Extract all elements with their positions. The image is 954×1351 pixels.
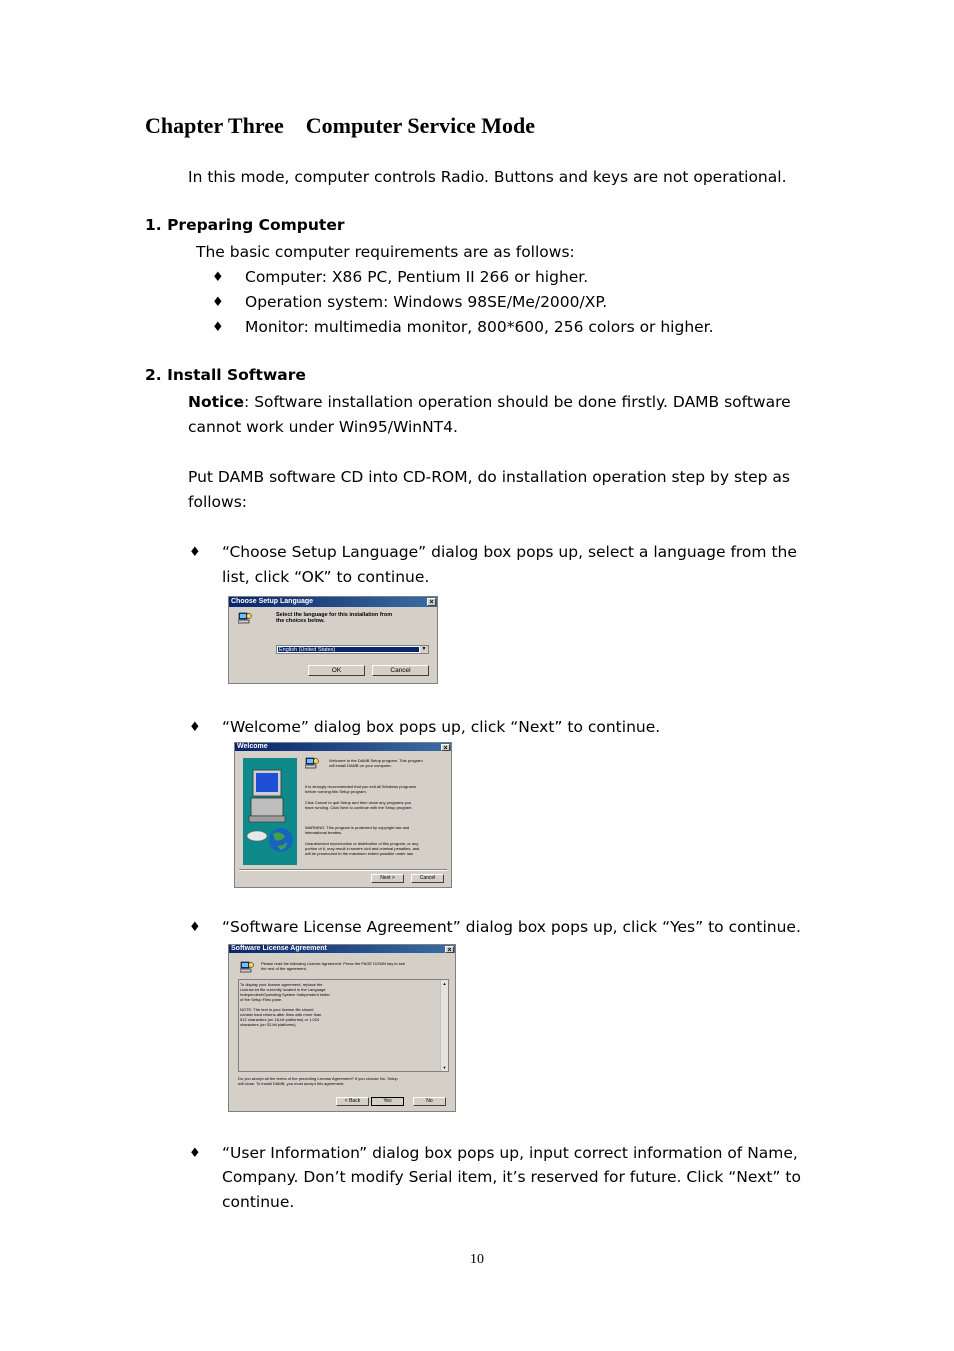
license-question: Do you accept all the terms of the preceding License Agreement? If you choose No, Setup will close. To install DAMB, you must accept this agreement. bbox=[238, 1076, 398, 1086]
computer-setup-icon bbox=[240, 961, 254, 973]
bullet-icon: ♦ bbox=[212, 295, 224, 310]
step-language-line2: list, click “OK” to continue. bbox=[222, 568, 430, 586]
step-welcome-line1: “Welcome” dialog box pops up, click “Next” to continue. bbox=[222, 718, 661, 736]
requirement-item: Monitor: multimedia monitor, 800*600, 256 colors or higher. bbox=[245, 318, 714, 336]
license-textarea[interactable] bbox=[238, 979, 449, 1072]
welcome-text-2: It is strongly recommended that you exit all Windows programs before running this Setup program. bbox=[305, 784, 417, 794]
language-selected-value: English (United States) bbox=[278, 647, 419, 652]
put-cd-line-2: follows: bbox=[188, 493, 248, 511]
dialog-title: Welcome bbox=[237, 743, 268, 750]
language-select[interactable] bbox=[276, 645, 429, 654]
scrollbar[interactable] bbox=[440, 980, 448, 1071]
next-button[interactable]: Next > bbox=[371, 874, 404, 883]
welcome-legal: Unauthorized reproduction or distribution of this program, or any portion of it, may result in severe civil and criminal penalties, and will be prosecuted to the maximum extent possible under law. bbox=[305, 841, 420, 856]
dialog-title: Software License Agreement bbox=[231, 945, 327, 952]
yes-button[interactable]: Yes bbox=[371, 1097, 404, 1106]
chevron-down-icon[interactable]: ▼ bbox=[442, 1065, 447, 1070]
notice-label: Notice bbox=[188, 393, 245, 411]
step-license-line1: “Software License Agreement” dialog box pops up, click “Yes” to continue. bbox=[222, 918, 801, 936]
cancel-button[interactable]: Cancel bbox=[411, 874, 444, 883]
requirement-item: Computer: X86 PC, Pentium II 266 or higher. bbox=[245, 268, 589, 286]
language-prompt: Select the language for this installation from the choices below. bbox=[276, 612, 393, 624]
dialog-titlebar bbox=[229, 945, 455, 953]
notice-line bbox=[188, 390, 791, 415]
requirement-item: Operation system: Windows 98SE/Me/2000/XP. bbox=[245, 293, 608, 311]
ok-button[interactable]: OK bbox=[308, 665, 365, 676]
cancel-button[interactable]: Cancel bbox=[372, 665, 429, 676]
choose-language-dialog bbox=[228, 596, 438, 684]
bullet-icon: ♦ bbox=[189, 545, 201, 560]
divider bbox=[239, 869, 447, 871]
notice-text: : Software installation operation should be done firstly. DAMB software bbox=[244, 393, 791, 411]
welcome-text-3: Click Cancel to quit Setup and then close any programs you have running. Click Next to continue with the Setup program. bbox=[305, 800, 413, 810]
computer-setup-icon bbox=[238, 612, 252, 624]
welcome-text-1: Welcome to the DAMB Setup program. This program will install DAMB on your computer. bbox=[329, 758, 423, 768]
bullet-icon: ♦ bbox=[212, 270, 224, 285]
welcome-dialog bbox=[234, 742, 452, 888]
computer-setup-icon bbox=[305, 757, 319, 769]
chapter-label: Chapter Three bbox=[145, 113, 284, 138]
dialog-titlebar bbox=[235, 743, 451, 751]
chevron-up-icon[interactable]: ▲ bbox=[442, 981, 447, 986]
bullet-icon: ♦ bbox=[189, 720, 201, 735]
welcome-warning: WARNING: This program is protected by copyright law and international treaties. bbox=[305, 825, 410, 835]
bullet-icon: ♦ bbox=[189, 1146, 201, 1161]
dialog-titlebar bbox=[229, 597, 437, 607]
no-button[interactable]: No bbox=[413, 1097, 446, 1106]
notice-line-2: cannot work under Win95/WinNT4. bbox=[188, 418, 458, 436]
step-userinfo-line1: “User Information” dialog box pops up, input correct information of Name, bbox=[222, 1144, 798, 1162]
chapter-title: Computer Service Mode bbox=[305, 113, 536, 138]
requirements-lead: The basic computer requirements are as follows: bbox=[196, 243, 575, 261]
step-language-line1: “Choose Setup Language” dialog box pops up, select a language from the bbox=[222, 543, 797, 561]
license-text: To display your license agreement, replace the License.txt file currently located in the Language Independent\Operating System Independent folder of the Setup Files pane. NOTE: The text in your license file should contain hard returns after lines with more than 512 characters (on 16-bit platforms) or 1,024 characters (on 32-bit platforms) bbox=[240, 982, 330, 1027]
section-heading-preparing: 1. Preparing Computer bbox=[145, 216, 345, 234]
close-icon[interactable]: × bbox=[427, 598, 436, 606]
step-userinfo-line3: continue. bbox=[222, 1193, 295, 1211]
close-icon[interactable]: × bbox=[445, 946, 454, 953]
page-number: 10 bbox=[470, 1252, 484, 1267]
back-button[interactable]: < Back bbox=[336, 1097, 369, 1106]
dialog-title: Choose Setup Language bbox=[231, 598, 314, 605]
step-userinfo-line2: Company. Don’t modify Serial item, it’s reserved for future. Click “Next” to bbox=[222, 1168, 801, 1186]
intro-paragraph: In this mode, computer controls Radio. Buttons and keys are not operational. bbox=[188, 168, 787, 186]
section-heading-install: 2. Install Software bbox=[145, 366, 306, 384]
close-icon[interactable]: × bbox=[441, 744, 450, 751]
chapter-heading bbox=[145, 113, 535, 139]
put-cd-line: Put DAMB software CD into CD-ROM, do installation operation step by step as bbox=[188, 468, 790, 486]
bullet-icon: ♦ bbox=[189, 920, 201, 935]
setup-illustration-icon bbox=[243, 758, 297, 865]
chevron-down-icon[interactable]: ▼ bbox=[421, 646, 427, 652]
license-intro: Please read the following License Agreement. Press the PAGE DOWN key to see the rest of the agreement. bbox=[261, 961, 406, 971]
license-dialog bbox=[228, 944, 456, 1112]
bullet-icon: ♦ bbox=[212, 320, 224, 335]
